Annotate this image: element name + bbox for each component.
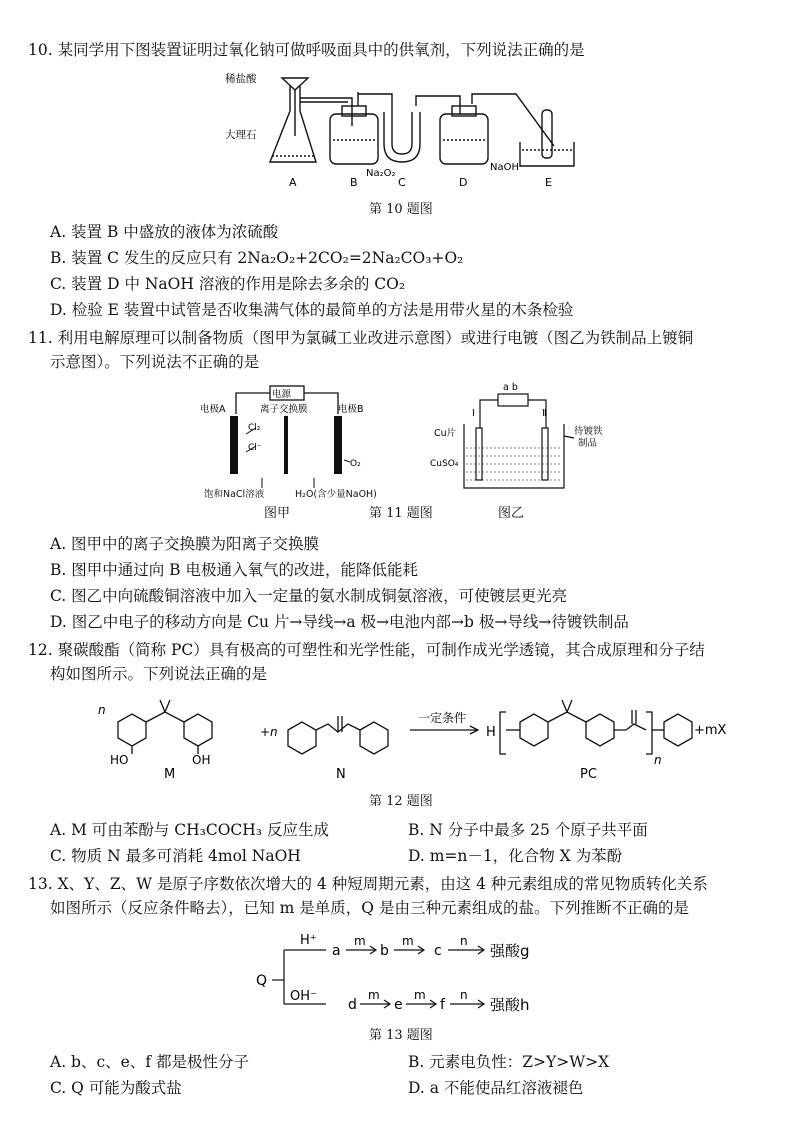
flow-Q: Q [256,973,268,989]
q13-option-a: A. b、c、e、f 都是极性分子 [50,1053,249,1071]
flow-h: H⁺ [300,933,317,948]
label-D: D [459,176,468,189]
jia-cl2: Cl₂ [248,423,261,433]
q13-option-c: C. Q 可能为酸式盐 [50,1079,182,1097]
jia-o2: O₂ [350,459,361,469]
q11-option-d: D. 图乙中电子的移动方向是 Cu 片→导线→a 极→电池内部→b 极→导线→待镀铁制品 [50,613,629,631]
q12-option-a: A. M 可由苯酚与 CH₃COCH₃ 反应生成 [50,821,329,839]
q11-option-b: B. 图甲中通过向 B 电极通入氧气的改进，能降低能耗 [50,561,418,579]
n-coef: +n [260,725,278,739]
yi-electrode-2: Ⅱ [542,408,547,419]
flow-c: c [434,943,442,959]
flow-m2: m [402,934,414,948]
jia-power: 电源 [272,389,292,400]
m-oh: OH [192,753,211,767]
label-marble: 大理石 [225,129,257,141]
label-B: B [350,176,358,189]
q11-fig-yi [428,380,608,496]
jia-water: H₂O(含少量NaOH) [295,489,377,500]
q10-option-b: B. 装置 C 发生的反应只有 2Na₂O₂+2CO₂=2Na₂CO₃+O₂ [50,249,464,267]
m-coef-n: n [98,703,106,717]
flow-a: a [332,943,341,959]
label-M: M [164,767,176,782]
label-na2o2: Na₂O₂ [366,168,396,179]
label-acid: 稀盐酸 [225,73,257,85]
flow-m1: m [354,934,366,948]
q13-option-b: B. 元素电负性：Z>Y>W>X [408,1053,610,1071]
q11-stem-line1: 11. 利用电解原理可以制备物质（图甲为氯碱工业改进示意图）或进行电镀（图乙为铁制品上镀铜 [28,329,694,347]
q13-flow-diagram [254,924,554,1018]
q10-option-c: C. 装置 D 中 NaOH 溶液的作用是除去多余的 CO₂ [50,275,406,293]
flow-n2: n [460,988,468,1002]
q10-apparatus-figure [220,66,580,192]
condition-text: 一定条件 [418,711,467,725]
q12-reaction-scheme [80,692,727,782]
q10-option-a: A. 装置 B 中盛放的液体为浓硫酸 [50,223,279,241]
yi-ab: a b [503,382,518,393]
q11-caption: 第 11 题图 [369,506,433,521]
q12-stem-line1: 12. 聚碳酸酯（简称 PC）具有极高的可塑性和光学性能，可制作成光学透镜，其合成原理和分子结 [28,641,705,659]
q10-caption: 第 10 题图 [369,202,433,217]
flow-e: e [394,997,403,1013]
q12-stem-line2: 构如图所示。下列说法正确的是 [50,665,268,683]
q13-caption: 第 13 题图 [369,1028,433,1043]
q11-option-a: A. 图甲中的离子交换膜为阳离子交换膜 [50,535,320,553]
q12-option-d: D. m=n－1，化合物 X 为苯酚 [408,847,623,865]
label-C: C [398,176,406,189]
flow-d: d [348,997,357,1013]
jia-electrode-b: 电极B [338,404,364,415]
jia-name: 图甲 [264,506,291,521]
yi-cuso4: CuSO₄ [430,459,459,469]
yi-electrode-1: I [472,408,475,419]
q13-option-d: D. a 不能使品红溶液褪色 [408,1079,584,1097]
pc-n: n [654,753,662,767]
jia-nacl: 饱和NaCl溶液 [204,489,265,500]
label-PC: PC [580,767,597,782]
pc-h: H [486,725,496,740]
label-A: A [289,176,297,189]
label-naoh: NaOH [490,162,519,173]
yi-cu: Cu片 [434,428,457,439]
q11-option-c: C. 图乙中向硫酸铜溶液中加入一定量的氨水制成铜氨溶液，可使镀层更光亮 [50,587,568,605]
jia-electrode-a: 电极A [200,404,226,415]
label-N: N [336,767,346,782]
flow-n1: n [460,934,468,948]
yi-iron-2: 制品 [578,438,598,449]
q11-fig-jia [200,384,370,494]
mx-text: +mX [694,723,727,738]
q12-option-b: B. N 分子中最多 25 个原子共平面 [408,821,648,839]
q13-stem-line1: 13. X、Y、Z、W 是原子序数依次增大的 4 种短周期元素，由这 4 种元素组成的常见物质转化关系 [28,875,708,893]
flow-g: 强酸g [490,942,530,960]
q10-option-d: D. 检验 E 装置中试管是否收集满气体的最简单的方法是用带火星的木条检验 [50,301,574,319]
jia-membrane: 离子交换膜 [260,404,308,415]
q10-stem: 10. 某同学用下图装置证明过氧化钠可做呼吸面具中的供氧剂，下列说法正确的是 [28,41,585,59]
jia-clm: Cl⁻ [248,443,262,453]
m-ho: HO [110,753,129,767]
q12-option-c: C. 物质 N 最多可消耗 4mol NaOH [50,847,301,865]
q11-stem-line2: 示意图）。下列说法不正确的是 [50,353,260,371]
yi-name: 图乙 [498,506,525,521]
q12-caption: 第 12 题图 [369,794,433,809]
flow-m3: m [368,988,380,1002]
label-E: E [545,176,552,189]
q13-stem-line2: 如图所示（反应条件略去），已知 m 是单质，Q 是由三种元素组成的盐。下列推断不正确的是 [50,899,689,917]
flow-m4: m [414,988,426,1002]
flow-hacid: 强酸h [490,996,530,1014]
flow-oh: OH⁻ [290,989,317,1004]
flow-b: b [380,943,389,959]
flow-f: f [440,997,445,1013]
yi-iron-1: 待镀铁 [574,426,603,437]
